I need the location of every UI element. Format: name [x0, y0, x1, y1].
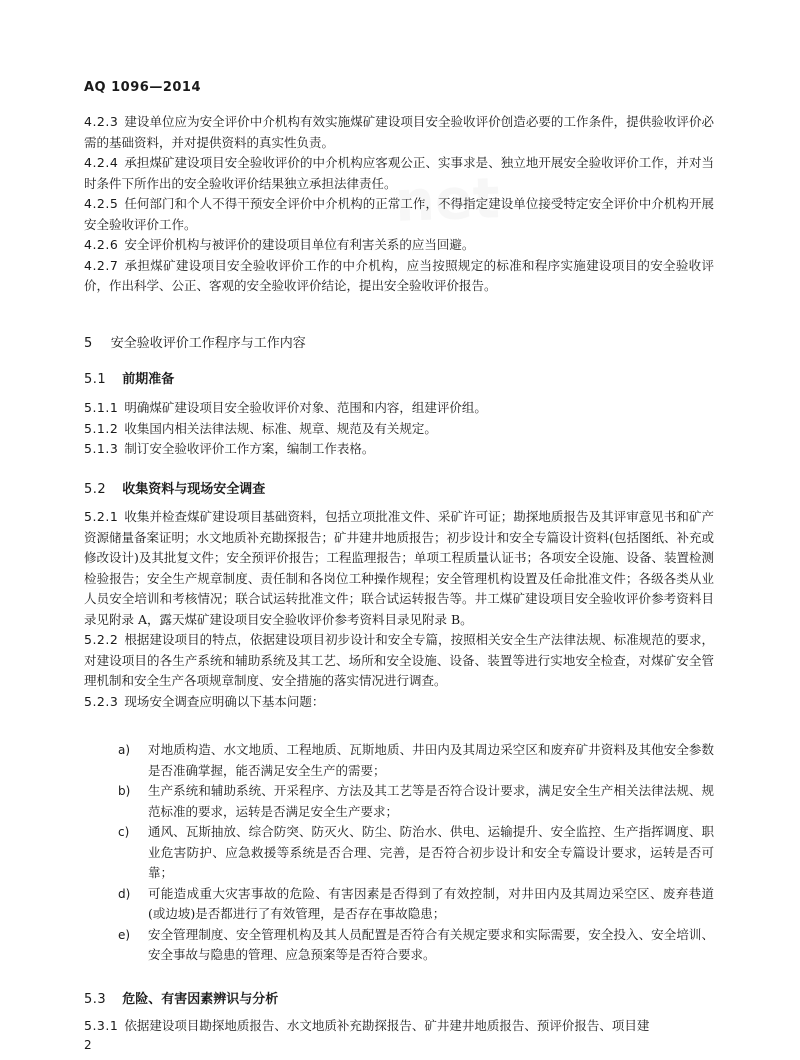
clause-4-2-3: 4.2.3 建设单位应为安全评价中介机构有效实施煤矿建设项目安全验收评价创造必要的工作条件，提供验收评价必需的基础资料，并对提供资料的真实性负责。 [84, 114, 714, 150]
clause-4-2-4: 4.2.4 承担煤矿建设项目安全验收评价的中介机构应客观公正、实事求是、独立地开展安全验收评价工作，并对当时条件下所作出的安全验收评价结果独立承担法律责任。 [84, 155, 714, 191]
section-5-1-heading: 5.1 前期准备 [84, 372, 175, 387]
watermark: net [393, 166, 501, 235]
clause-4-2-5: 4.2.5 任何部门和个人不得干预安全评价中介机构的正常工作，不得指定建设单位接受特定安全评价中介机构开展安全验收评价工作。 [84, 196, 714, 232]
list-item: a) 对地质构造、水文地质、工程地质、瓦斯地质、井田内及其周边采空区和废弃矿井资料及其他安全参数是否准确掌握，能否满足安全生产的需要； [118, 742, 714, 778]
survey-items-list [118, 740, 714, 966]
clause-4-2-6: 4.2.6 安全评价机构与被评价的建设项目单位有利害关系的应当回避。 [84, 237, 475, 252]
clauses-5-1 [84, 398, 714, 460]
clause-5-1-1: 5.1.1 明确煤矿建设项目安全验收评价对象、范围和内容，组建评价组。 [84, 400, 487, 415]
section-5-3-heading: 5.3 危险、有害因素辨识与分析 [84, 992, 279, 1007]
clause-5-2-1: 5.2.1 收集并检查煤矿建设项目基础资料，包括立项批准文件、采矿许可证；勘探地质报告及其评审意见书和矿产资源储量备案证明；水文地质补充勘探报告；矿井建井地质报告；初步设计和安全专篇设计资料(包括图纸、补充或修改设计)及其批复文件；安全预评价报告；工程监理报告；单项工程质量认证书；各项安全设施、设备、装置检测检验报告；安全生产规章制度、责任制和各岗位工种操作规程；安全管理机构设置及任命批准文件；各级各类从业人员安全培训和考核情况；联合试运转批准文件；联合试运转报告等。井工煤矿建设项目安全验收评价参考资料目录见附录 A，露天煤矿建设项目安全验收评价参考资料目录见附录 B。 [84, 509, 714, 627]
clause-5-1-2: 5.1.2 收集国内相关法律法规、标准、规章、规范及有关规定。 [84, 420, 437, 436]
clause-5-3-1: 5.3.1 依据建设项目勘探地质报告、水文地质补充勘探报告、矿井建井地质报告、预评价报告、项目建 [84, 1018, 650, 1033]
clauses-4-2 [84, 112, 714, 297]
clauses-5-3 [84, 1016, 714, 1037]
list-item: c) 通风、瓦斯抽放、综合防突、防灭火、防尘、防治水、供电、运输提升、安全监控、生产指挥调度、职业危害防护、应急救援等系统是否合理、完善，是否符合初步设计和安全专篇设计要求，运转是否可靠； [118, 824, 714, 880]
list-item: d) 可能造成重大灾害事故的危险、有害因素是否得到了有效控制，对井田内及其周边采空区、废弃巷道(或边坡)是否都进行了有效管理，是否存在事故隐患； [118, 885, 714, 921]
section-5-2-heading: 5.2 收集资料与现场安全调查 [84, 482, 266, 497]
clauses-5-2 [84, 507, 714, 712]
clause-5-2-3: 5.2.3 现场安全调查应明确以下基本问题： [84, 693, 325, 709]
clause-4-2-7: 4.2.7 承担煤矿建设项目安全验收评价工作的中介机构，应当按照规定的标准和程序实施建设项目的安全验收评价，作出科学、公正、客观的安全验收评价结论，提出安全验收评价报告。 [84, 257, 714, 293]
clause-5-1-3: 5.1.3 制订安全验收评价工作方案，编制工作表格。 [84, 441, 375, 456]
list-item: b) 生产系统和辅助系统、开采程序、方法及其工艺等是否符合设计要求，满足安全生产相关法律法规、规范标准的要求，运转是否满足安全生产要求； [118, 783, 714, 819]
section-5-heading: 5 安全验收评价工作程序与工作内容 [84, 336, 306, 351]
page-number: 2 [84, 1038, 92, 1052]
list-item: e) 安全管理制度、安全管理机构及其人员配置是否符合有关规定要求和实际需要，安全投入、安全培训、安全事故与隐患的管理、应急预案等是否符合要求。 [118, 926, 714, 962]
clause-5-2-2: 5.2.2 根据建设项目的特点，依据建设项目初步设计和安全专篇，按照相关安全生产法律法规、标准规范的要求，对建设项目的各生产系统和辅助系统及其工艺、场所和安全设施、设备、装置等进行实地安全检查，对煤矿安全管理机制和安全生产各项规章制度、安全措施的落实情况进行调查。 [84, 632, 714, 688]
document-code-header: AQ 1096—2014 [84, 80, 202, 95]
